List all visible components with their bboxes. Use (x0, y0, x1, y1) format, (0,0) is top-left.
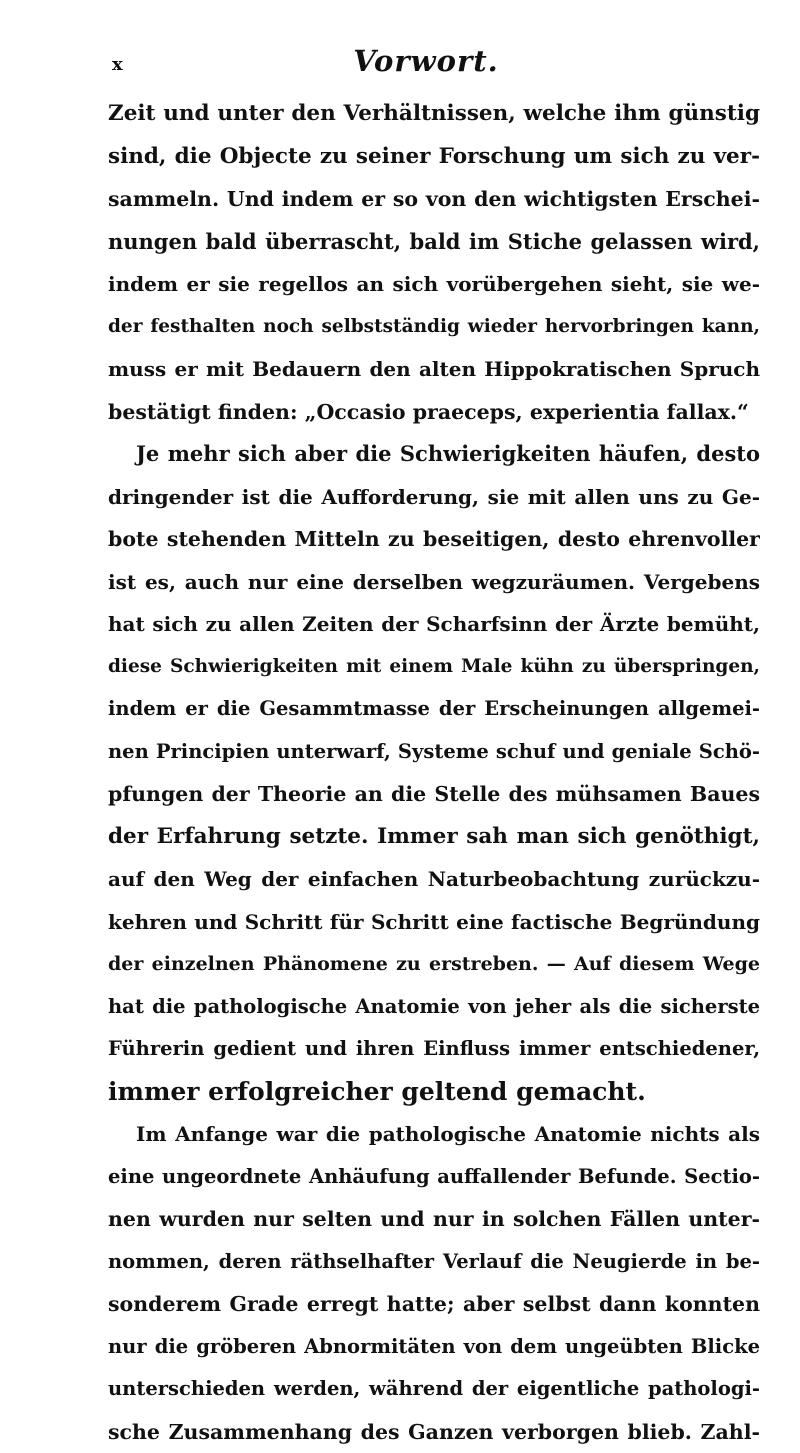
text-line: eine ungeordnete Anhäufung auffallender Befunde. Sectio- (108, 1156, 760, 1199)
text-line: unterschieden werden, während der eigentliche pathologi- (108, 1368, 760, 1411)
text-line: hat sich zu allen Zeiten der Scharfsinn der Ärzte bemüht, (108, 603, 760, 646)
text-line: kehren und Schritt für Schritt eine factische Begründung (108, 901, 760, 944)
text-line: muss er mit Bedauern den alten Hippokratischen Spruch (108, 348, 760, 391)
page-number: x (112, 54, 123, 75)
text-line: der Erfahrung setzte. Immer sah man sich genöthigt, (108, 816, 760, 859)
text-line: der festhalten noch selbstständig wieder hervorbringen kann, (108, 306, 760, 349)
body-text (108, 93, 760, 1453)
text-line: hat die pathologische Anatomie von jeher als die sicherste (108, 986, 760, 1029)
text-line: nur die gröberen Abnormitäten von dem ungeübten Blicke (108, 1326, 760, 1369)
text-line: nommen, deren räthselhafter Verlauf die Neugierde in be- (108, 1241, 760, 1284)
text-line: indem er sie regellos an sich vorübergehen sieht, sie we- (108, 263, 760, 306)
text-line: Führerin gedient und ihren Einfluss immer entschiedener, (108, 1028, 760, 1071)
text-line: immer erfolgreicher geltend gemacht. (108, 1071, 760, 1114)
text-line: pfungen der Theorie an die Stelle des mühsamen Baues (108, 773, 760, 816)
text-line: ist es, auch nur eine derselben wegzuräumen. Vergebens (108, 561, 760, 604)
text-line: sind, die Objecte zu seiner Forschung um sich zu ver- (108, 136, 760, 179)
text-line: sonderem Grade erregt hatte; aber selbst dann konnten (108, 1283, 760, 1326)
paragraph-first-line: Im Anfange war die pathologische Anatomie nichts als (108, 1113, 760, 1156)
text-line: nungen bald überrascht, bald im Stiche gelassen wird, (108, 221, 760, 264)
text-line: nen wurden nur selten und nur in solchen Fällen unter- (108, 1198, 760, 1241)
text-line: der einzelnen Phänomene zu erstreben. — Auf diesem Wege (108, 943, 760, 986)
text-line: bestätigt finden: „Occasio praeceps, experientia fallax.“ (108, 391, 760, 434)
text-line: diese Schwierigkeiten mit einem Male kühn zu überspringen, (108, 646, 760, 689)
text-line: sche Zusammenhang des Ganzen verborgen blieb. Zahl- (108, 1411, 760, 1453)
text-line: Zeit und unter den Verhältnissen, welche ihm günstig (108, 93, 760, 136)
page-title: Vorwort. (112, 44, 740, 78)
text-line: auf den Weg der einfachen Naturbeobachtung zurückzu- (108, 858, 760, 901)
text-line: bote stehenden Mitteln zu beseitigen, desto ehrenvoller (108, 518, 760, 561)
text-line: nen Principien unterwarf, Systeme schuf und geniale Schö- (108, 731, 760, 774)
running-head (112, 44, 740, 84)
text-line: sammeln. Und indem er so von den wichtigsten Erschei- (108, 178, 760, 221)
paragraph-first-line: Je mehr sich aber die Schwierigkeiten häufen, desto (108, 433, 760, 476)
text-line: indem er die Gesammtmasse der Erscheinungen allgemei- (108, 688, 760, 731)
text-line: dringender ist die Aufforderung, sie mit allen uns zu Ge- (108, 476, 760, 519)
